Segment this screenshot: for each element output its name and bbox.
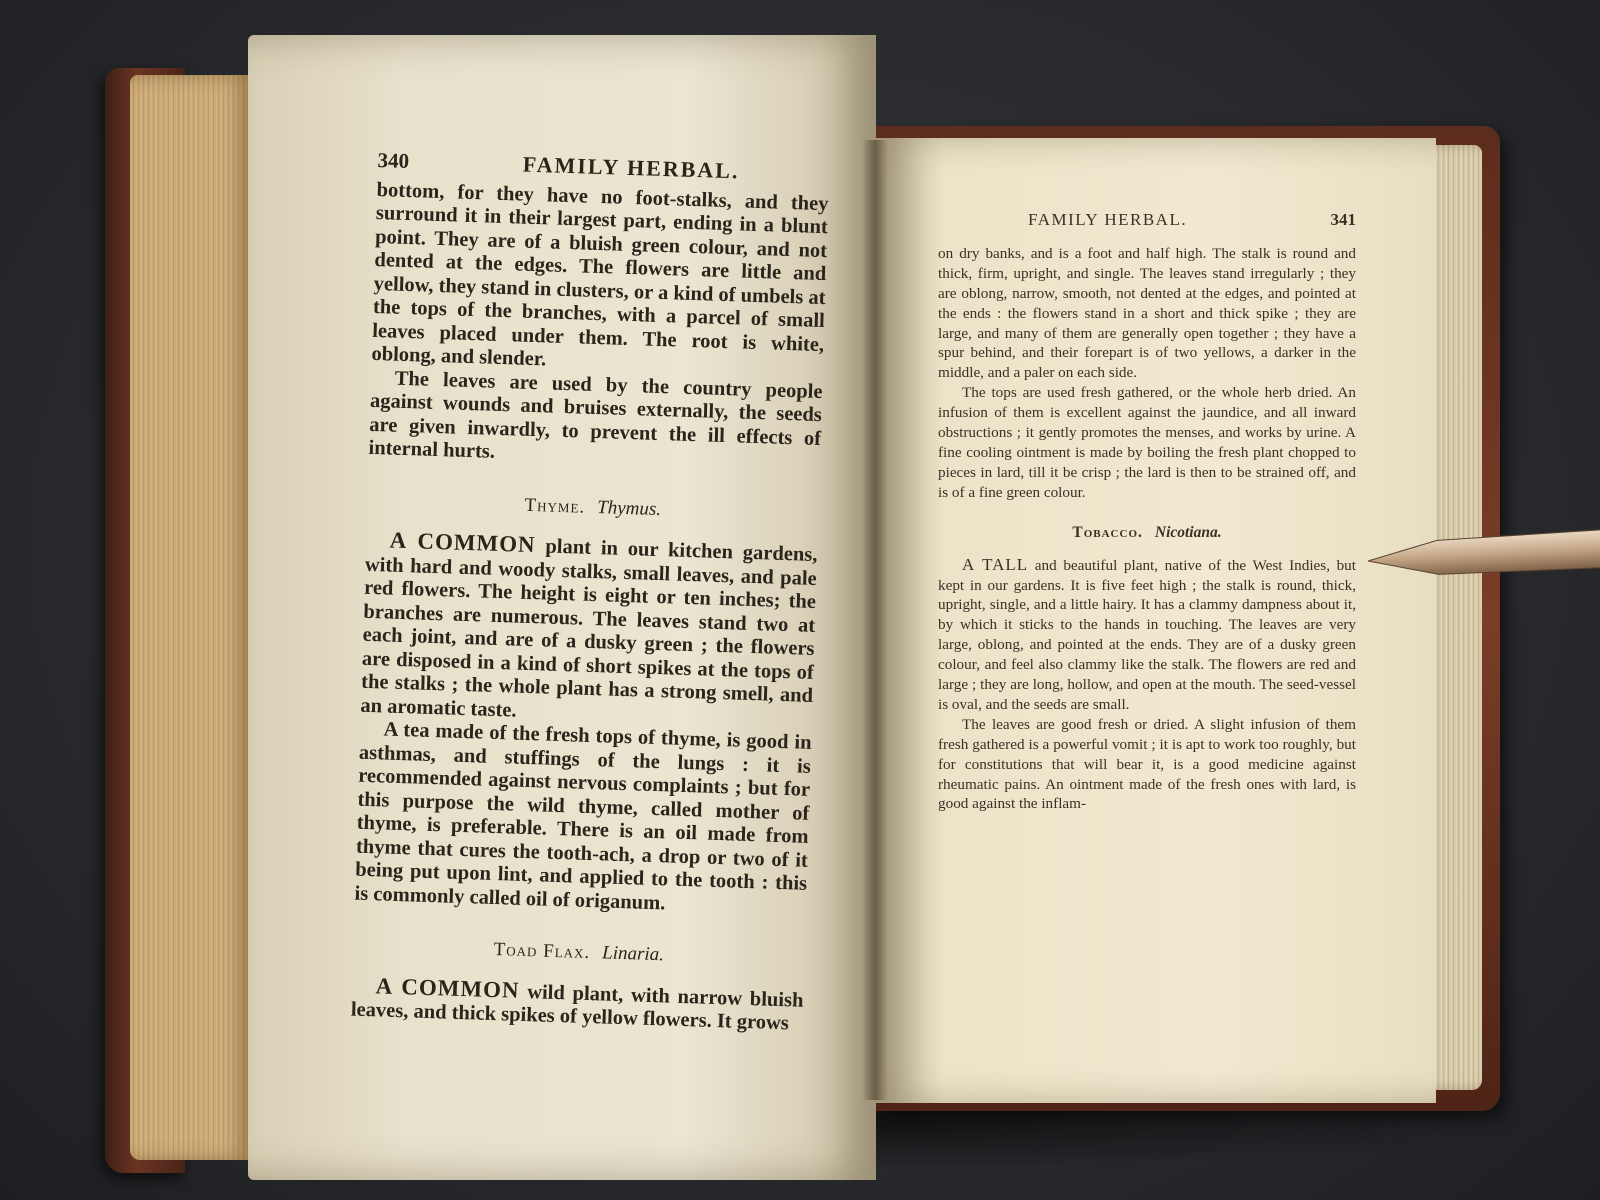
page-number-right: 341 — [1330, 210, 1356, 229]
entry-name: Tobacco. — [1072, 523, 1143, 541]
entry-latin-name: Linaria. — [601, 942, 665, 966]
entry-name: Thyme. — [524, 494, 586, 518]
paragraph — [360, 528, 818, 732]
left-page-text — [351, 148, 830, 1036]
paragraph-body: and beautiful plant, native of the West Indies, but kept in our gardens. It is five feet high ; the stalk is round, thick, upright, single, and a little hairy. It has a clammy dampness about it, by which it sticks to the hands in touching. The leaves are very large, oblong, and pointed at the ends. They are of a dusky green colour, and feel also clammy like the stalk. The flowers are red and large ; they are long, hollow, and open at the mouth. The seed-vessel is oval, and the seeds are small. — [938, 556, 1356, 713]
running-title-left: FAMILY HERBAL. — [522, 151, 740, 184]
lead-words: A COMMON — [389, 527, 537, 558]
entry-latin-name: Nicotiana. — [1154, 523, 1222, 541]
entry-name: Toad Flax. — [493, 939, 591, 964]
entry-latin-name: Thymus. — [596, 496, 662, 520]
paragraph: The leaves are good fresh or dried. A slight infusion of them fresh gathered is a powerful vomit ; it is apt to work too roughly, but for constitutions that will bear it, is a good medicine against rheumatic pains. An ointment made of the fresh ones with lard, is good against the inflam- — [938, 715, 1356, 813]
entry-heading-tobacco — [938, 523, 1356, 543]
lead-words: A COMMON — [375, 972, 520, 1003]
paragraph-body: plant in our kitchen gardens, with hard and woody stalks, small leaves, and pale red flowers. The height is eight or ten inches; the branches are numerous. The leaves stand two at each joint, and are of a dusky green ; the flowers are disposed in a kind of short spikes at the tops of the stalks ; the whole plant has a strong smell, and an aromatic taste. — [360, 535, 818, 722]
paragraph: The leaves are used by the country people against wounds and bruises externally, the seeds are given inwardly, to prevent the ill effects of internal hurts. — [368, 367, 823, 463]
running-head-right — [938, 210, 1356, 230]
book-gutter — [862, 140, 888, 1100]
right-page-text — [938, 210, 1356, 814]
running-title-right: FAMILY HERBAL. — [1028, 210, 1188, 229]
lead-words: A TALL — [962, 554, 1029, 574]
paragraph: The tops are used fresh gathered, or the whole herb dried. An infusion of them is excellent against the jaundice, and all inward obstructions ; it gently promotes the menses, and works by urine. A fine cooling ointment is made by boiling the fresh plant chopped to pieces in lard, till it be crisp ; the lard is then to be strained off, and is of a fine green colour. — [938, 384, 1356, 501]
paragraph — [938, 555, 1356, 715]
page-number-left: 340 — [377, 148, 410, 173]
paragraph: A tea made of the fresh tops of thyme, is good in asthmas, and stuffings of the lungs : it is recommended against nervous complaints ; but for this purpose the wild thyme, called mother of thyme, is preferable. There is an oil made from thyme that cures the tooth-ach, a drop or two of it being put upon lint, and applied to the tooth : this is commonly called oil of origanum. — [354, 718, 812, 914]
paragraph: on dry banks, and is a foot and half high. The stalk is round and thick, firm, upright, and single. The leaves stand irregularly ; they are oblong, narrow, smooth, not dented at the edges, and pointed at the ends : the flowers stand in a short and thick spike ; they are large, and many of them are generally open together ; they have a spur behind, and their forepart is of two yellows, a darker in the middle, and a paler on each side. — [938, 244, 1356, 382]
paragraph-body: wild plant, with narrow bluish leaves, and thick spikes of yellow flowers. It grows — [350, 980, 804, 1035]
page-block-edge-left — [130, 75, 250, 1160]
paragraph: bottom, for they have no foot-stalks, and they surround it in their largest part, ending in a blunt point. They are of a bluish green colour, and not dented at the edges. The flowers are little and yellow, they stand in clusters, or a kind of umbels at the tops of the branches, with a parcel of small leaves placed under them. The root is white, oblong, and slender. — [371, 178, 829, 371]
